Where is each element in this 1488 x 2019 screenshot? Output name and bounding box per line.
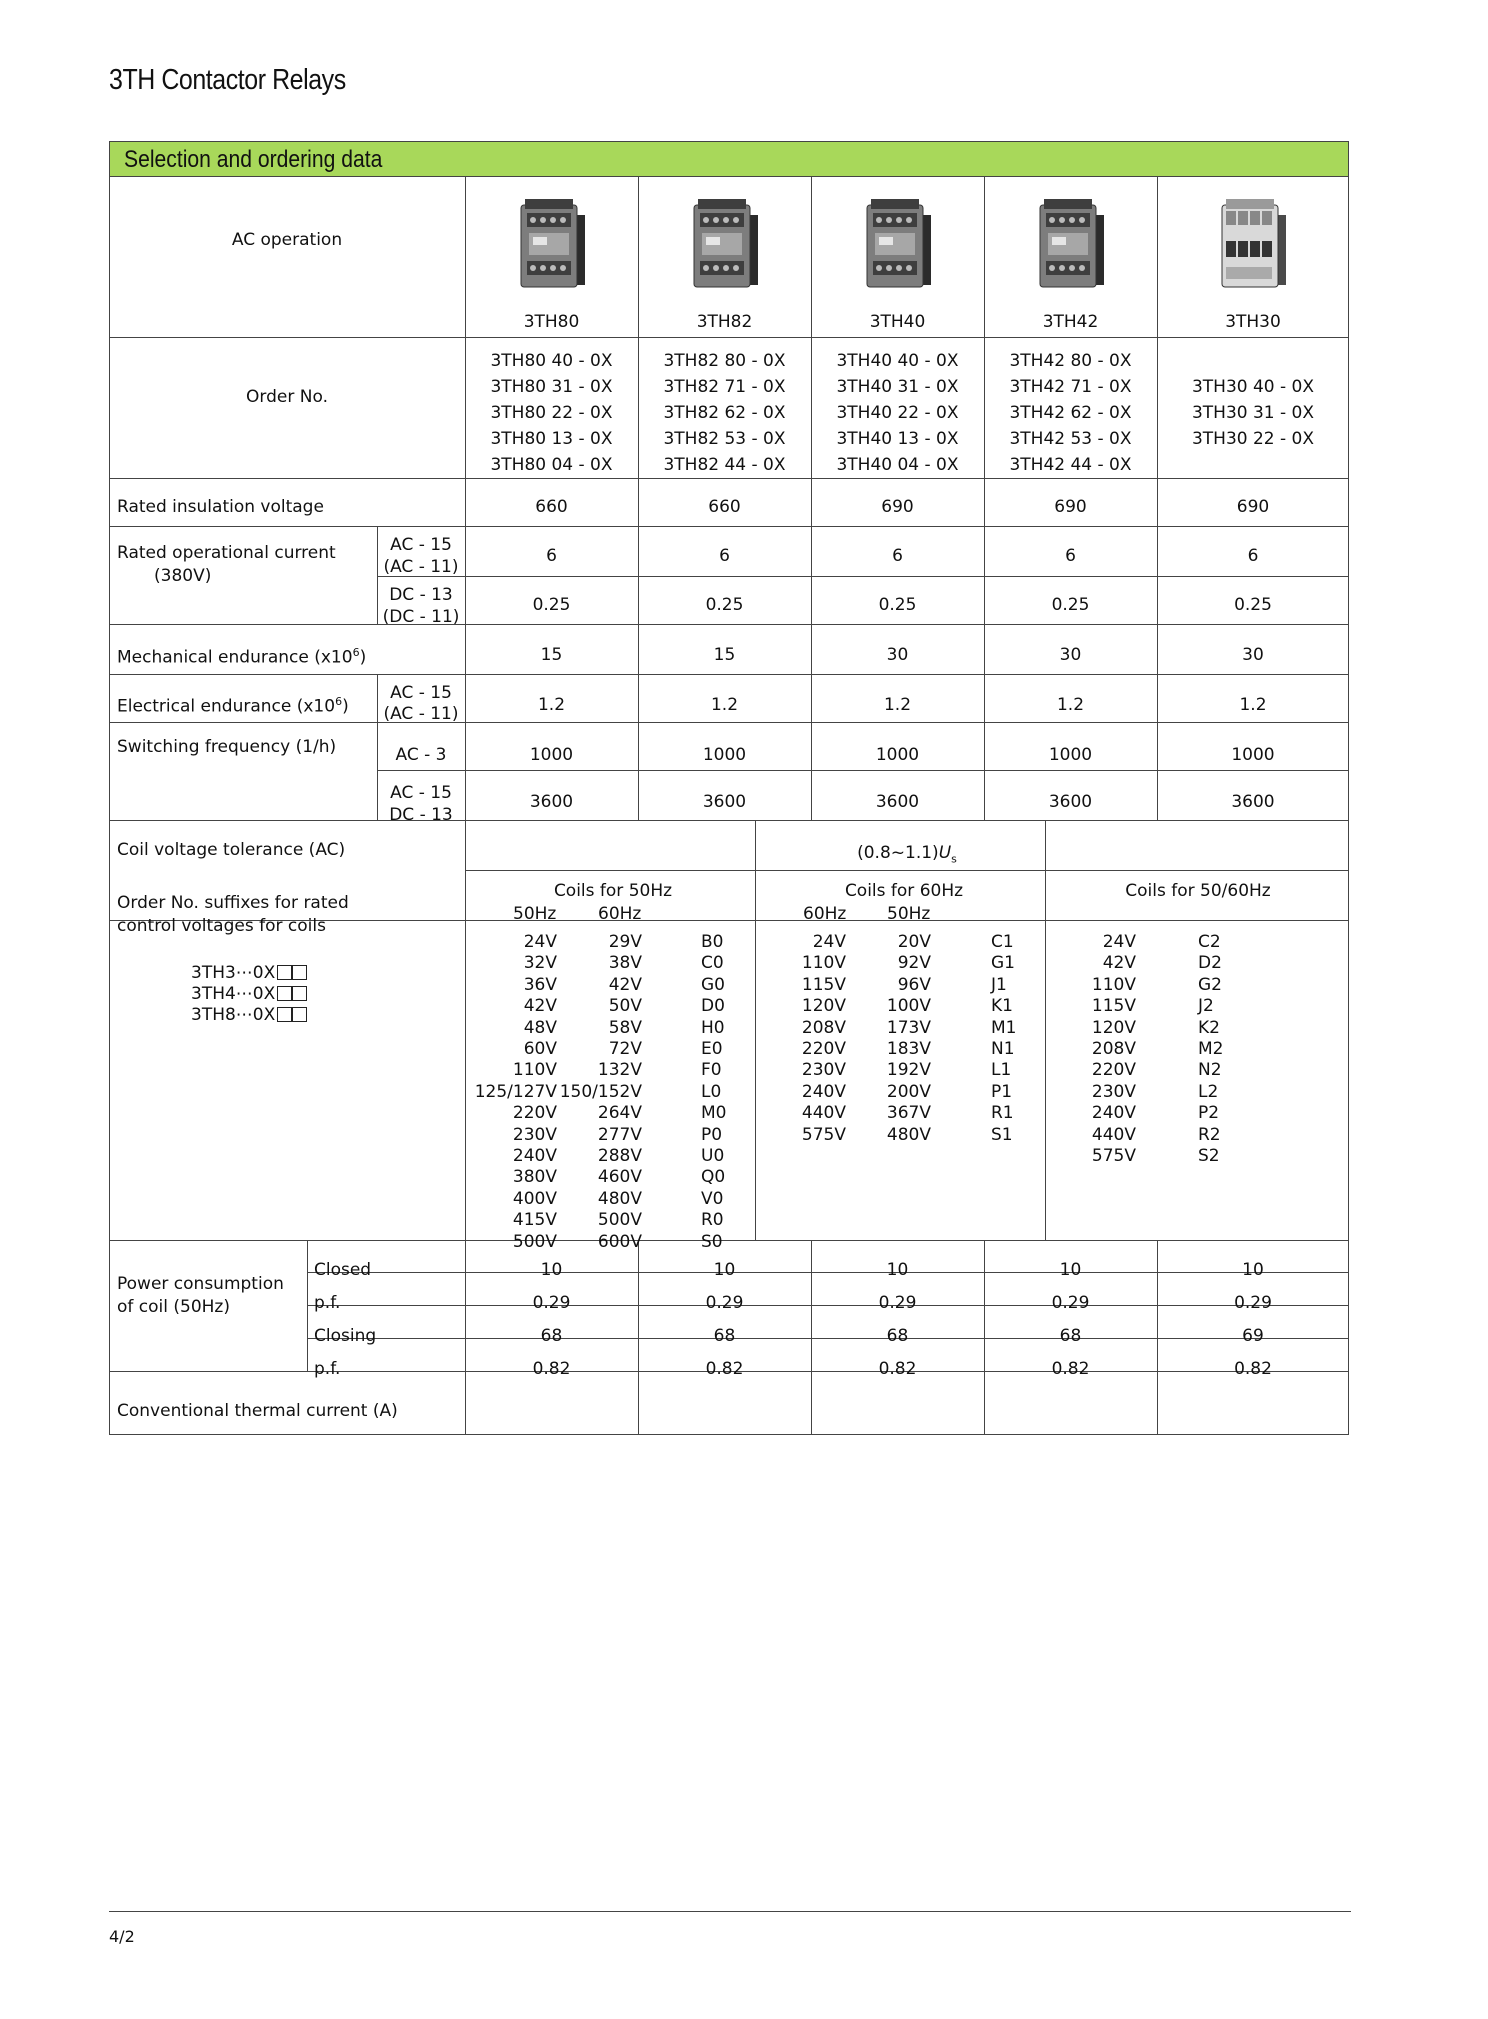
model-name: 3TH80 [523,312,580,332]
coil-voltage: 173V [886,1017,931,1038]
mechanical-value: 30 [886,645,909,665]
electrical-value: 1.2 [537,695,566,715]
coil-suffix-code: D2 [1198,953,1222,974]
contactor-relay-icon [861,197,935,289]
power-value: 10 [886,1260,909,1280]
coil-voltage: 230V [1091,1081,1136,1102]
switching-value: 1000 [1231,745,1275,765]
coil-voltage: 480V [597,1188,642,1209]
coil-voltage: 230V [801,1060,846,1081]
order-number: 3TH82 44 - 0X [663,455,786,475]
model-name: 3TH30 [1225,312,1281,332]
coil-suffix-code: L2 [1198,1081,1219,1102]
coil-voltage: 440V [1091,1124,1136,1145]
switching-value: 3600 [1231,792,1275,812]
coil-voltage: 480V [886,1124,931,1145]
switching-value: 3600 [875,792,920,812]
switching-value: 1000 [529,745,574,765]
power-value: 0.82 [705,1359,744,1379]
coil-voltage: 192V [886,1060,931,1081]
coil-suffix-code: S1 [991,1124,1013,1145]
switching-value: 3600 [529,792,574,812]
coil-suffix-code: F0 [701,1060,722,1081]
coil-voltage: 38V [608,953,642,974]
order-number: 3TH40 31 - 0X [836,377,959,397]
coil-suffix-code: M2 [1198,1039,1224,1059]
coil-voltage: 500V [597,1210,642,1231]
coil-voltage: 400V [512,1188,557,1209]
order-number: 3TH42 44 - 0X [1009,455,1132,475]
coil-voltage: 150/152V [559,1081,642,1102]
order-number: 3TH40 40 - 0X [836,351,959,371]
coil-suffix-label: control voltages for coils [117,916,326,936]
coil-tolerance-label: Coil voltage tolerance (AC) [117,840,346,860]
row-divider [109,722,1349,723]
order-number: 3TH40 13 - 0X [836,429,959,449]
coil-suffix-code: K1 [991,996,1013,1017]
current-value: 6 [892,546,903,566]
page-title: 3TH Contactor Relays [109,64,346,96]
coil-voltage: 20V [897,932,931,952]
row-divider [109,624,1349,625]
coil-voltage: 60V [523,1039,557,1059]
coil-suffix-code: N1 [991,1039,1015,1059]
contactor-relay-icon [688,197,762,289]
coil-suffix-code: C2 [1198,932,1221,952]
coil-voltage: 24V [523,932,557,952]
electrical-value: 1.2 [1239,695,1267,715]
electrical-value: 1.2 [883,695,912,715]
row-divider [109,478,1349,479]
coil-column-header: 50Hz [513,904,557,924]
coil-voltage: 92V [897,953,931,974]
coil-suffix-code: Q0 [701,1167,726,1188]
mechanical-value: 15 [540,645,563,665]
insulation-value: 660 [535,497,568,517]
coil-voltage: 220V [512,1103,557,1124]
coil-voltage: 500V [512,1231,557,1252]
coil-suffix-code: G0 [701,974,725,995]
coil-voltage: 200V [886,1081,931,1102]
coil-voltage: 240V [1091,1103,1136,1124]
column-divider [1157,177,1158,820]
mechanical-endurance-label: Mechanical endurance $(x10^6)$ [117,646,367,668]
order-number: 3TH80 13 - 0X [490,429,613,449]
coil-voltage: 36V [523,974,557,995]
coil-voltage: 120V [801,996,846,1017]
coil-voltage: 220V [801,1039,846,1059]
coil-voltage: 115V [801,974,846,995]
power-value: 10 [713,1260,736,1280]
contactor-relay-icon [515,197,589,289]
coil-voltage: 29V [608,932,642,952]
current-value: 0.25 [705,595,744,615]
category-label: AC - 15 [390,535,452,555]
category-label: DC - 13 [389,805,453,825]
coil-voltage: 240V [801,1081,846,1102]
rated-insulation-label: Rated insulation voltage [117,497,324,517]
column-divider [811,1240,812,1434]
coil-suffix-code: U0 [701,1146,725,1166]
order-number: 3TH42 62 - 0X [1009,403,1132,423]
power-value: 68 [540,1326,563,1346]
coil-suffix-code: V0 [701,1188,724,1209]
coil-voltage: 575V [1091,1146,1136,1166]
coil-suffix-code: K2 [1198,1017,1220,1038]
coil-voltage: 600V [597,1231,642,1252]
current-value: 0.25 [1234,595,1272,615]
coil-suffix-code: P0 [701,1124,723,1145]
coil-voltage: 575V [801,1124,846,1145]
category-label: DC - 13 [389,585,453,605]
suffix-pattern: 3TH8⋯0X [191,1005,307,1025]
electrical-value: 1.2 [1056,695,1085,715]
coil-voltage: 100V [886,996,931,1017]
power-value: 0.82 [532,1359,571,1379]
suffix-pattern: 3TH4⋯0X [191,984,307,1004]
coil-suffix-code: J1 [991,974,1007,995]
current-value: 6 [1247,546,1259,566]
insulation-value: 690 [1054,497,1087,517]
coil-voltage: 208V [1091,1039,1136,1059]
coil-suffix-code: R0 [701,1210,724,1231]
coil-suffix-code: M0 [701,1103,727,1124]
column-divider [465,177,466,820]
order-number: 3TH80 40 - 0X [490,351,613,371]
coil-suffix-code: C1 [991,932,1014,952]
coil-suffix-label: Order No. suffixes for rated [117,893,349,913]
power-value: 0.29 [532,1293,571,1313]
mechanical-value: 30 [1242,645,1264,665]
row-divider [109,1240,1349,1241]
order-number: 3TH42 80 - 0X [1009,351,1132,371]
coil-suffix-code: B0 [701,932,724,952]
model-name: 3TH82 [696,312,753,332]
coil-suffix-code: L1 [991,1060,1012,1081]
order-number: 3TH82 62 - 0X [663,403,786,423]
coil-voltage: 115V [1091,996,1136,1017]
coil-voltage: 230V [512,1124,557,1145]
contactor-relay-icon [1216,197,1290,289]
model-name: 3TH42 [1042,312,1099,332]
coil-voltage: 96V [897,974,931,995]
power-consumption-label: of coil (50Hz) [117,1297,230,1317]
current-value: 0.25 [1051,595,1090,615]
model-name: 3TH40 [869,312,926,332]
column-divider [307,1240,308,1371]
coil-voltage: 50V [608,996,642,1017]
power-row-label: Closing [314,1326,377,1346]
section-title: Selection and ordering data [124,146,383,173]
row-divider [109,820,1349,821]
coil-voltage: 42V [608,974,642,995]
order-number: 3TH80 31 - 0X [490,377,613,397]
coil-group-title: Coils for 60Hz [844,881,964,901]
coil-voltage: 125/127V [474,1081,557,1102]
row-divider [109,526,1349,527]
coil-suffix-code: H0 [701,1017,725,1038]
coil-voltage: 183V [886,1039,931,1059]
coil-voltage: 264V [597,1103,642,1124]
column-divider [984,177,985,820]
category-label: AC - 15 [390,783,452,803]
coil-voltage: 72V [608,1039,642,1059]
coil-voltage: 208V [801,1017,846,1038]
power-value: 69 [1242,1326,1264,1346]
coil-voltage: 48V [523,1017,557,1038]
mechanical-value: 30 [1059,645,1082,665]
column-divider [984,1240,985,1434]
coil-voltage: 58V [608,1017,642,1038]
coil-column-header: 50Hz [887,904,931,924]
coil-voltage: 288V [597,1146,642,1166]
switching-value: 1000 [1048,745,1093,765]
order-number: 3TH42 71 - 0X [1009,377,1132,397]
current-value: 0.25 [878,595,917,615]
order-number: 3TH40 22 - 0X [836,403,959,423]
coil-tolerance-value: $(0.8\sim 1.1)U_s$ [857,843,957,866]
coil-voltage: 440V [801,1103,846,1124]
rated-current-voltage: (380V) [154,566,212,586]
switching-frequency-label: Switching frequency (1/h) [117,737,337,757]
column-divider [1157,1240,1158,1434]
coil-voltage: 380V [512,1167,557,1188]
coil-suffix-code: J2 [1198,996,1214,1017]
coil-suffix-code: R2 [1198,1124,1221,1145]
thermal-current-label: Conventional thermal current (A) [117,1401,398,1421]
switching-value: 3600 [1048,792,1093,812]
coil-voltage: 415V [512,1210,557,1231]
power-value: 0.29 [1051,1293,1090,1313]
switching-value: 1000 [702,745,747,765]
order-number: 3TH30 31 - 0X [1191,403,1315,423]
coil-suffix-code: M1 [991,1017,1017,1038]
coil-voltage: 132V [597,1060,642,1081]
coil-voltage: 120V [1091,1017,1136,1038]
coil-voltage: 42V [1102,953,1136,974]
power-value: 68 [1059,1326,1082,1346]
power-value: 0.29 [878,1293,917,1313]
power-value: 10 [540,1260,563,1280]
order-number: 3TH40 04 - 0X [836,455,959,475]
order-number: 3TH82 80 - 0X [663,351,786,371]
coil-column-header: 60Hz [803,904,847,924]
order-number: 3TH82 71 - 0X [663,377,786,397]
insulation-value: 690 [881,497,914,517]
power-value: 0.29 [1234,1293,1272,1313]
row-divider [109,337,1349,338]
coil-voltage: 110V [1091,974,1136,995]
category-label: (DC - 11) [382,607,460,627]
coil-suffix-code: G1 [991,953,1015,974]
power-value: 0.82 [1051,1359,1090,1379]
column-divider [811,177,812,820]
coil-suffix-code: S0 [701,1231,723,1252]
switching-value: 3600 [702,792,747,812]
mechanical-value: 15 [713,645,736,665]
coil-voltage: 240V [512,1146,557,1166]
coil-group-title: Coils for 50Hz [553,881,673,901]
row-divider [465,870,1349,871]
coil-voltage: 110V [512,1060,557,1081]
power-row-label: Closed [314,1260,372,1280]
power-value: 0.82 [878,1359,917,1379]
coil-voltage: 24V [1102,932,1136,952]
coil-suffix-code: C0 [701,953,724,974]
coil-voltage: 110V [801,953,846,974]
coil-voltage: 42V [523,996,557,1017]
power-value: 10 [1242,1260,1264,1280]
coil-suffix-code: E0 [701,1039,723,1059]
page-number: 4/2 [109,1927,135,1946]
insulation-value: 690 [1236,497,1270,517]
power-value: 68 [713,1326,736,1346]
coil-voltage: 24V [812,932,846,952]
current-value: 6 [546,546,557,566]
power-value: 0.82 [1234,1359,1272,1379]
coil-suffix-code: D0 [701,996,725,1017]
coil-voltage: 32V [523,953,557,974]
column-divider [638,1240,639,1434]
row-divider [377,576,1349,577]
coil-voltage: 220V [1091,1060,1136,1081]
coil-suffix-code: N2 [1198,1060,1222,1081]
category-label: (AC - 11) [383,557,459,577]
coil-voltage: 460V [597,1167,642,1188]
insulation-value: 660 [708,497,741,517]
coil-suffix-code: P1 [991,1081,1013,1102]
power-value: 68 [886,1326,909,1346]
power-value: 0.29 [705,1293,744,1313]
power-row-label: p.f. [314,1359,341,1379]
category-label: AC - 15 [390,683,452,703]
power-value: 10 [1059,1260,1082,1280]
coil-voltage: 367V [886,1103,931,1124]
order-no-label: Order No. [246,387,328,407]
order-number: 3TH30 22 - 0X [1191,429,1315,449]
contactor-relay-icon [1034,197,1108,289]
power-consumption-label: Power consumption [117,1274,284,1294]
order-number: 3TH82 53 - 0X [663,429,786,449]
current-value: 0.25 [532,595,571,615]
electrical-endurance-label: Electrical endurance $(x10^6)$ [117,695,349,717]
order-number: 3TH42 53 - 0X [1009,429,1132,449]
ac-operation-label: AC operation [231,230,343,250]
order-number: 3TH30 40 - 0X [1191,377,1315,397]
footer-divider [109,1911,1351,1912]
current-value: 6 [719,546,730,566]
electrical-value: 1.2 [710,695,739,715]
category-label: (AC - 11) [383,704,459,724]
coil-suffix-code: S2 [1198,1146,1220,1166]
coil-voltage: 277V [597,1124,642,1145]
coil-suffix-code: G2 [1198,974,1222,995]
coil-suffix-code: P2 [1198,1103,1220,1124]
switching-value: 1000 [875,745,920,765]
suffix-pattern: 3TH3⋯0X [191,963,307,983]
rated-current-label: Rated operational current [117,543,336,563]
coil-suffix-code: R1 [991,1103,1014,1124]
column-divider [638,177,639,820]
section-header [109,141,1349,177]
power-row-label: p.f. [314,1293,341,1313]
coil-column-header: 60Hz [598,904,642,924]
row-divider [109,674,1349,675]
current-value: 6 [1065,546,1076,566]
category-label: AC - 3 [395,745,447,765]
order-number: 3TH80 22 - 0X [490,403,613,423]
coil-group-title: Coils for 50/60Hz [1125,881,1271,901]
order-number: 3TH80 04 - 0X [490,455,613,475]
coil-suffix-code: L0 [701,1081,722,1102]
row-divider [377,770,1349,771]
